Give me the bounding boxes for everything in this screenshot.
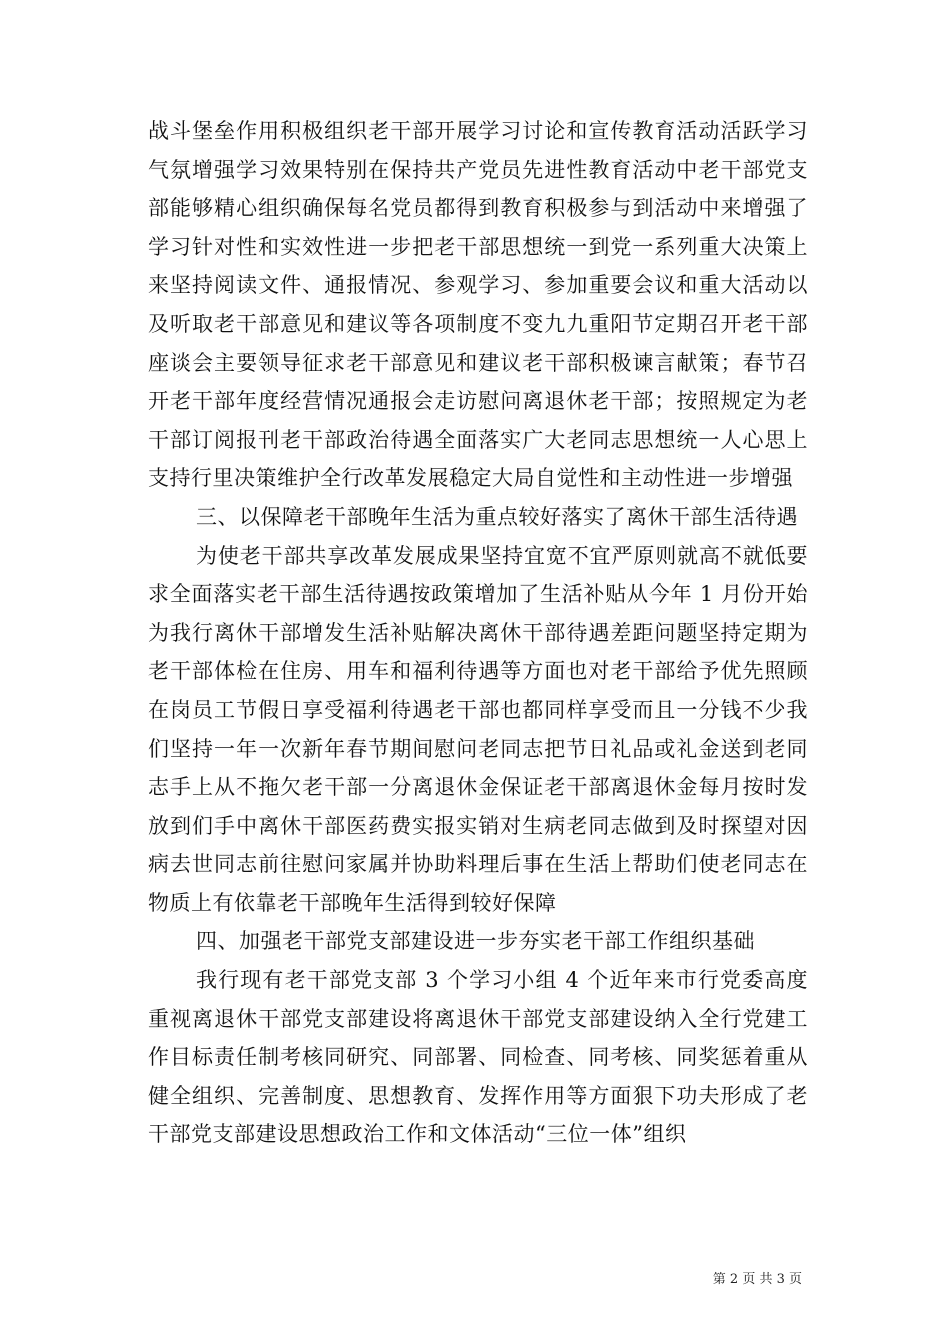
paragraph-living-benefits: 为使老干部共享改革发展成果坚持宜宽不宜严原则就高不就低要求全面落实老干部生活待遇按政策增加了生活补贴从今年 1 月份开始为我行离休干部增发生活补贴解决离休干部待遇差距问题坚持定期为老干部体检在住房、用车和福利待遇等方面也对老干部给予优先照顾在岗员工节假日享受福利待遇老干部也都同样享受而且一分钱不少我们坚持一年一次新年春节期间慰问老同志把节日礼品或礼金送到老同志手上从不拖欠老干部一分离退休金保证老干部离退休金每月按时发放到们手中离休干部医药费实报实销对生病老同志做到及时探望对因病去世同志前往慰问家属并协助料理后事在生活上帮助们使老同志在物质上有依靠老干部晚年生活得到较好保障 <box>148 543 808 915</box>
section-heading-three: 三、以保障老干部晚年生活为重点较好落实了离休干部生活待遇 <box>196 504 798 529</box>
document-body <box>148 112 808 1154</box>
page-number-footer: 第 2 页 共 3 页 <box>712 1272 802 1287</box>
paragraph-party-cell-role: 战斗堡垒作用积极组织老干部开展学习讨论和宣传教育活动活跃学习气氛增强学习效果特别在保持共产党员先进性教育活动中老干部党支部能够精心组织确保每名党员都得到教育积极参与到活动中来增强了学习针对性和实效性进一步把老干部思想统一到党一系列重大决策上来坚持阅读文件、通报情况、参观学习、参加重要会议和重大活动以及听取老干部意见和建议等各项制度不变九九重阳节定期召开老干部座谈会主要领导征求老干部意见和建议老干部积极谏言献策；春节召开老干部年度经营情况通报会走访慰问离退休老干部；按照规定为老干部订阅报刊老干部政治待遇全面落实广大老同志思想统一人心思上支持行里决策维护全行改革发展稳定大局自觉性和主动性进一步增强 <box>148 119 808 491</box>
paragraph-party-branch: 我行现有老干部党支部 3 个学习小组 4 个近年来市行党委高度重视离退休干部党支部建设将离退休干部党支部建设纳入全行党建工作目标责任制考核同研究、同部署、同检查、同考核、同奖惩着重从健全组织、完善制度、思想教育、发挥作用等方面狠下功夫形成了老干部党支部建设思想政治工作和文体活动“三位一体”组织 <box>148 968 808 1147</box>
section-heading-four: 四、加强老干部党支部建设进一步夯实老干部工作组织基础 <box>196 929 755 954</box>
